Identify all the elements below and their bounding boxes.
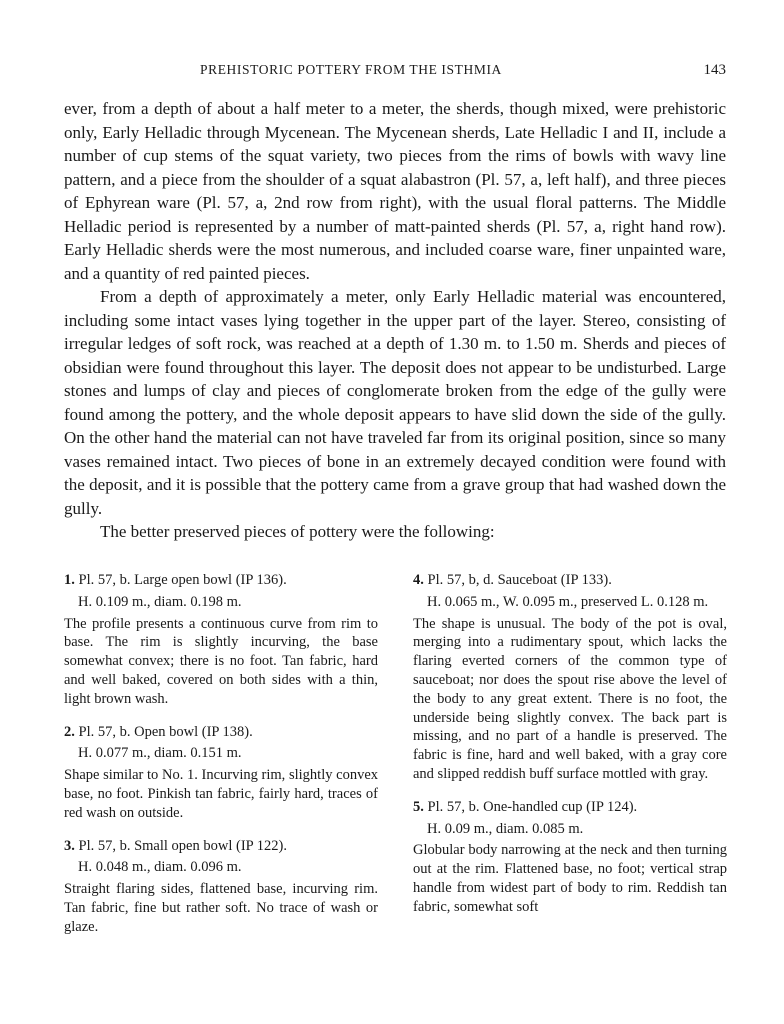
entry-number: 1. bbox=[64, 572, 75, 588]
entry-title: Pl. 57, b. Large open bowl (IP 136). bbox=[78, 572, 287, 588]
entry-dimensions: H. 0.048 m., diam. 0.096 m. bbox=[78, 859, 242, 876]
running-header bbox=[64, 62, 726, 82]
catalogue-entry bbox=[64, 723, 378, 823]
entry-heading bbox=[64, 837, 378, 856]
paragraph: ever, from a depth of about a half meter to a meter, the sherds, though mixed, were prehistoric only, Early Helladic through Mycenean. The Mycenean sherds, Late Helladic I and II, include a number of cup stems of the squat variety, two pieces from the rims of bowls with wavy line pattern, and a piece from the shoulder of a squat alabastron (Pl. 57, a, left half), and three pieces of Ephyrean ware (Pl. 57, a, 2nd row from right), with the usual floral patterns. The Middle Helladic period is represented by a number of matt-painted sherds (Pl. 57, a, right hand row). Early Helladic sherds were the most numerous, and included coarse ware, finer unpainted ware, and a quantity of red painted pieces. bbox=[64, 99, 726, 283]
entry-number: 5. bbox=[413, 798, 424, 815]
entry-title: Pl. 57, b. One-handled cup (IP 124). bbox=[427, 798, 638, 815]
entry-number: 4. bbox=[413, 572, 424, 588]
catalogue-entry bbox=[413, 571, 727, 784]
entry-number: 2. bbox=[64, 723, 75, 740]
entry-heading bbox=[64, 723, 378, 742]
paragraph: From a depth of approximately a meter, only Early Helladic material was encountered, including some intact vases lying together in the upper part of the layer. Stereo, consisting of irregular ledges of soft rock, was reached at a depth of 1.30 m. to 1.50 m. Sherds and pieces of obsidian were found throughout this layer. The deposit does not appear to be undisturbed. Large stones and lumps of clay and pieces of conglomerate broken from the edge of the gully were found among the pottery, and the whole deposit appears to have slid down the side of the gully. On the other hand the material can not have traveled far from its original position, since so many vases remained intact. Two pieces of bone in an extremely decayed condition were found with the deposit, and it is possible that the pottery came from a grave group that had washed down the gully. bbox=[64, 287, 726, 518]
entry-description: Shape similar to No. 1. Incurving rim, slightly convex base, no foot. Pinkish tan fabric, fairly hard, traces of red wash on outside. bbox=[64, 767, 378, 821]
catalogue-column-left bbox=[64, 571, 378, 951]
catalogue-entry bbox=[64, 571, 378, 709]
entry-title: Pl. 57, b. Small open bowl (IP 122). bbox=[78, 837, 288, 854]
entry-description: The shape is unusual. The body of the pot is oval, merging into a rudimentary spout, which lacks the flaring everted corners of the common type of sauceboat; nor does the spout rise above the level of the body to any great extent. There is no foot, the underside being slightly convex. The back part is missing, and no part of a handle is preserved. The fabric is fine, hard and well baked, with a gray core and slipped reddish buff surface mottled with gray. bbox=[413, 615, 727, 782]
catalogue-column-right bbox=[413, 571, 727, 931]
entry-dimensions: H. 0.077 m., diam. 0.151 m. bbox=[78, 745, 242, 762]
entry-description: Globular body narrowing at the neck and then turning out at the rim. Flattened base, no foot; vertical strap handle from widest part of body to rim. Reddish tan fabric, somewhat soft bbox=[413, 842, 727, 915]
entry-description: Straight flaring sides, flattened base, incurving rim. Tan fabric, fine but rather soft. No trace of wash or glaze. bbox=[64, 881, 378, 935]
entry-heading bbox=[64, 571, 378, 590]
running-title: PREHISTORIC POTTERY FROM THE ISTHMIA bbox=[200, 62, 502, 77]
entry-title: Pl. 57, b, d. Sauceboat (IP 133). bbox=[427, 572, 612, 588]
entry-description: The profile presents a continuous curve from rim to base. The rim is slightly incurving, the base somewhat convex; there is no foot. Tan fabric, hard and well baked, covered on both sides with a thin, light brown wash. bbox=[64, 615, 378, 707]
body-text bbox=[64, 97, 726, 544]
entry-dimensions: H. 0.109 m., diam. 0.198 m. bbox=[78, 593, 242, 610]
entry-heading bbox=[413, 571, 727, 590]
entry-dimensions: H. 0.065 m., W. 0.095 m., preserved L. 0.128 m. bbox=[427, 593, 709, 610]
catalogue-entry bbox=[64, 837, 378, 937]
entry-dimensions: H. 0.09 m., diam. 0.085 m. bbox=[427, 820, 584, 837]
paragraph: The better preserved pieces of pottery were the following: bbox=[100, 522, 495, 541]
page-number: 143 bbox=[703, 62, 726, 78]
entry-title: Pl. 57, b. Open bowl (IP 138). bbox=[78, 723, 253, 740]
entry-number: 3. bbox=[64, 837, 75, 854]
catalogue-entry bbox=[413, 798, 727, 917]
entry-heading bbox=[413, 798, 727, 817]
